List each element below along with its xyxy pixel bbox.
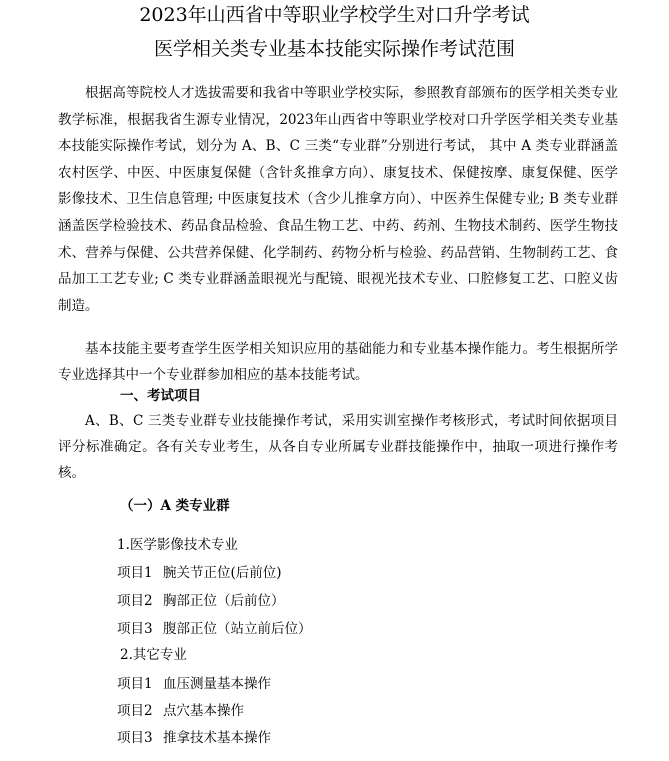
- item-name: 血压测量基本操作: [163, 676, 271, 692]
- item-name: 点穴基本操作: [163, 703, 244, 719]
- item-name: 腹部正位（站立前后位）: [163, 621, 312, 637]
- section-heading-exam-items: 一、考试项目: [120, 388, 201, 404]
- list-item: [117, 591, 285, 611]
- item-label: 项目2: [117, 593, 153, 609]
- list-item: [117, 619, 312, 639]
- subsection-title-imaging: 1.医学影像技术专业: [117, 537, 238, 553]
- basic-skills-paragraph: 基本技能主要考查学生医学相关知识应用的基础能力和专业基本操作能力。考生根据所学专业选择其中一个专业群参加相应的基本技能考试。: [58, 341, 618, 383]
- list-item: [117, 674, 271, 694]
- item-label: 项目3: [117, 621, 153, 637]
- item-label: 项目1: [117, 565, 153, 581]
- subsection-title-other: 2.其它专业: [120, 647, 187, 663]
- item-label: 项目2: [117, 703, 153, 719]
- list-item: [117, 701, 244, 721]
- group-a-heading: （一）A 类专业群: [120, 498, 230, 514]
- list-item: [117, 728, 271, 748]
- item-name: 腕关节正位(后前位): [163, 565, 282, 581]
- item-label: 项目3: [117, 730, 153, 746]
- intro-paragraph: 根据高等院校人才选拔需要和我省中等职业学校实际，参照教育部颁布的医学相关类专业教学标准，根据我省生源专业情况，2023年山西省中等职业学校对口升学医学相关类专业基本技能实际操作考试，划分为 A、B、C 三类“专业群”分别进行考试， 其中 A 类专业群涵盖农村医学、中医、中医康复保健（含针炙推拿方向）、康复技术、保健按摩、康复保健、医学影像技术、卫生信息管理; 中医康复技术（含少儿推拿方向）、中医养生保健专业; B 类专业群涵盖医学检验技术、药品食品检验、食品生物工艺、中药、药剂、生物技术制药、医学生物技术、营养与保健、公共营养保健、化学制药、药物分析与检验、药品营销、生物制药工艺、食品加工工艺专业; C 类专业群涵盖眼视光与配镜、眼视光技术专业、口腔修复工艺、口腔义齿制造。: [58, 85, 618, 314]
- item-name: 胸部正位（后前位）: [163, 593, 285, 609]
- item-name: 推拿技术基本操作: [163, 730, 271, 746]
- document-title-line2: 医学相关类专业基本技能实际操作考试范围: [153, 38, 515, 60]
- item-label: 项目1: [117, 676, 153, 692]
- list-item: [117, 563, 282, 583]
- exam-items-paragraph: A、B、C 三类专业群专业技能操作考试，采用实训室操作考核形式，考试时间依据项目评分标准确定。各有关专业考生，从各自专业所属专业群技能操作中，抽取一项进行操作考核。: [58, 413, 618, 481]
- document-title-line1: 2023年山西省中等职业学校学生对口升学考试: [139, 4, 530, 26]
